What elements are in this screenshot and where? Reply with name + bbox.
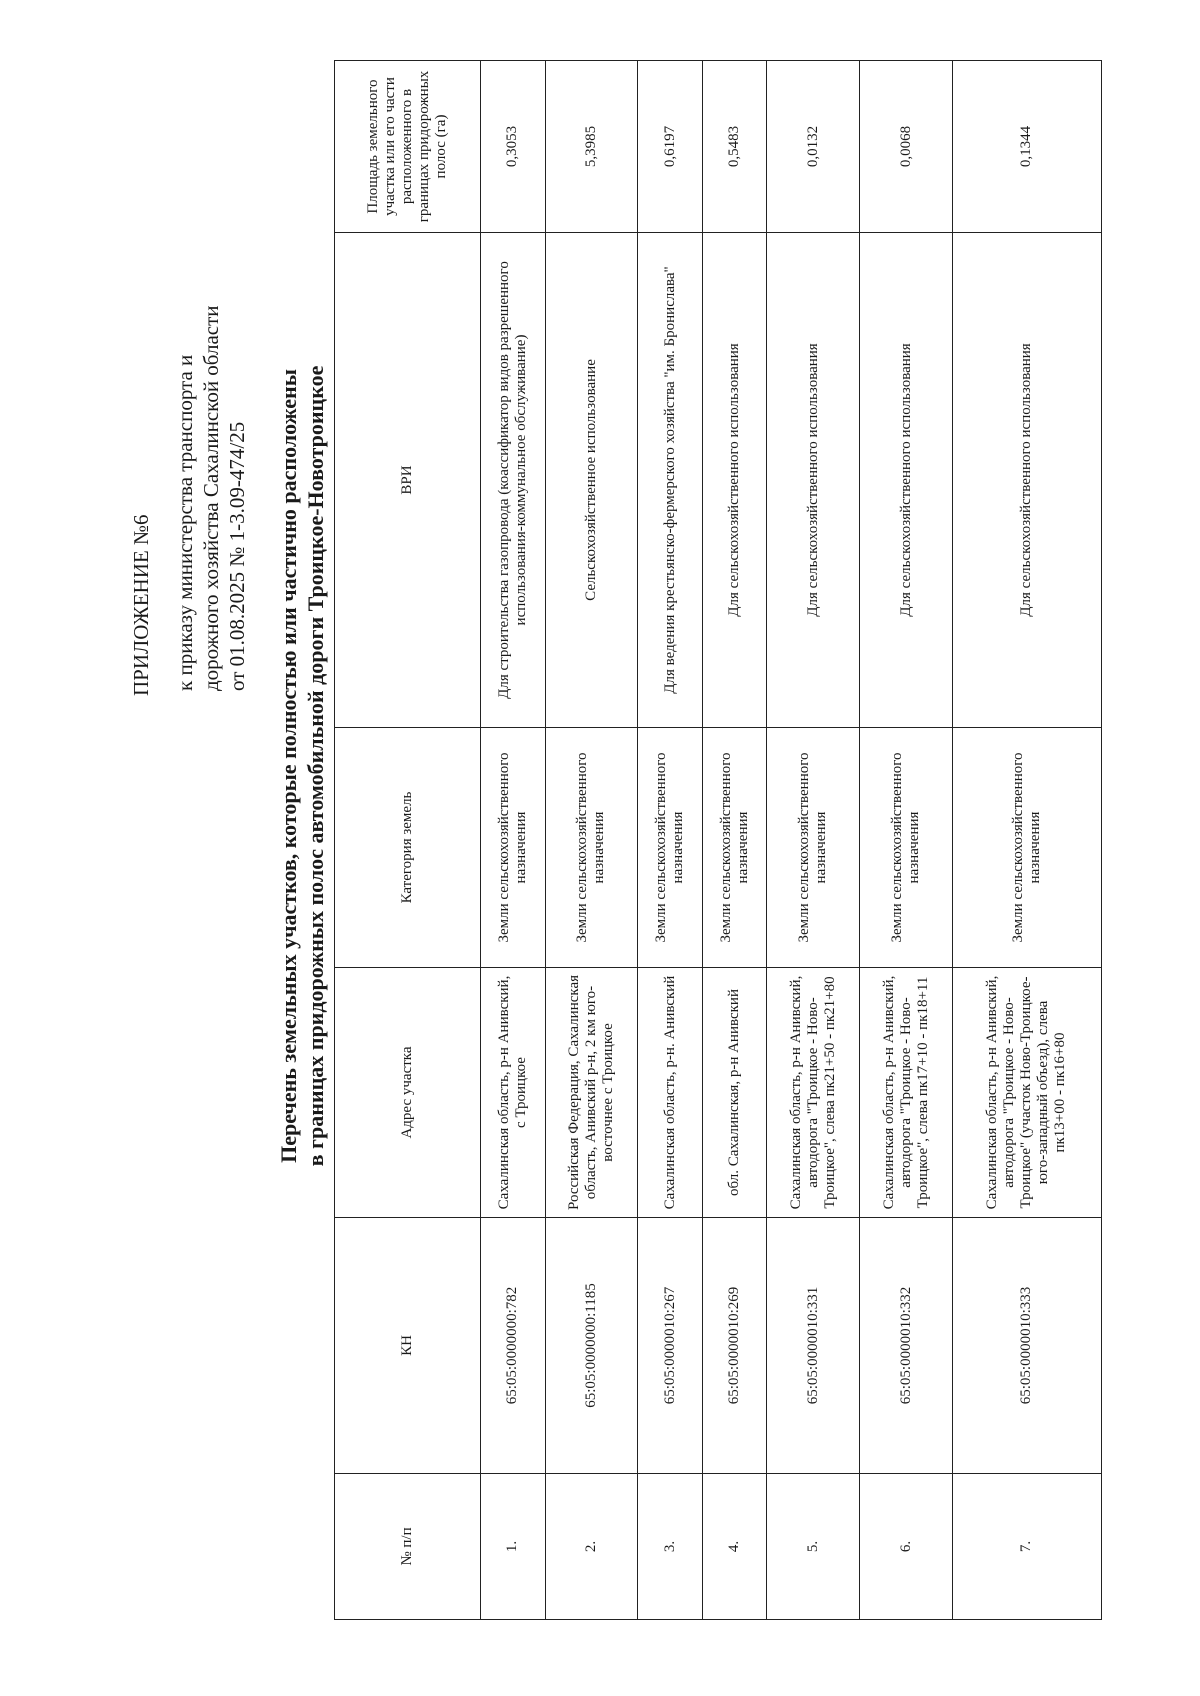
cell-address: Сахалинская область, р-н Анивский, автодорога "Троицкое - Ново-Троицкое", слева пк21+50 - пк21+80 bbox=[767, 968, 860, 1218]
cell-num: 2. bbox=[545, 1474, 638, 1620]
cell-num: 6. bbox=[860, 1474, 953, 1620]
cell-kn: 65:05:0000010:332 bbox=[860, 1218, 953, 1474]
cell-address: Сахалинская область, р-н Анивский, автодорога "Троицкое - Ново-Троицкое" (участок Ново-Троицкое-юго-западный объезд), слева пк13+00 - пк16+80 bbox=[952, 968, 1101, 1218]
table-row bbox=[767, 61, 860, 1620]
table-row bbox=[860, 61, 953, 1620]
cell-address: Сахалинская область, р-н Анивский, с Троицкое bbox=[481, 968, 546, 1218]
header-kn: КН bbox=[335, 1218, 481, 1474]
cell-kn: 65:05:0000000:782 bbox=[481, 1218, 546, 1474]
cell-category: Земли сельскохозяйственного назначения bbox=[545, 728, 638, 968]
appendix-line-3: от 01.08.2025 № 1-3.09-474/25 bbox=[225, 421, 249, 691]
table-header-row bbox=[335, 61, 481, 1620]
cell-area: 5,3985 bbox=[545, 61, 638, 233]
heading-line-2: в границах придорожных полос автомобильной дороги Троицкое-Новотроицкое bbox=[303, 365, 328, 1167]
cell-kn: 65:05:0000010:333 bbox=[952, 1218, 1101, 1474]
cell-area: 0,1344 bbox=[952, 61, 1101, 233]
cell-kn: 65:05:0000000:1185 bbox=[545, 1218, 638, 1474]
cell-kn: 65:05:0000010:269 bbox=[702, 1218, 767, 1474]
cell-area: 0,0068 bbox=[860, 61, 953, 233]
cell-address: Сахалинская область, р-н. Анивский bbox=[638, 968, 703, 1218]
cell-vri: Для сельскохозяйственного использования bbox=[860, 233, 953, 728]
table-row bbox=[545, 61, 638, 1620]
cell-category: Земли сельскохозяйственного назначения bbox=[702, 728, 767, 968]
cell-num: 7. bbox=[952, 1474, 1101, 1620]
cell-address: Сахалинская область, р-н Анивский, автодорога "Троицкое - Ново-Троицкое", слева пк17+10 - пк18+11 bbox=[860, 968, 953, 1218]
cell-address: обл. Сахалинская, р-н Анивский bbox=[702, 968, 767, 1218]
cell-num: 1. bbox=[481, 1474, 546, 1620]
header-num: № п/п bbox=[335, 1474, 481, 1620]
appendix-line-2: дорожного хозяйства Сахалинской области bbox=[199, 305, 223, 691]
cell-vri: Для сельскохозяйственного использования bbox=[767, 233, 860, 728]
header-address: Адрес участка bbox=[335, 968, 481, 1218]
cell-address: Российская Федерация, Сахалинская область, Анивский р-н, 2 км юго-восточнее с Троицкое bbox=[545, 968, 638, 1218]
table-row bbox=[638, 61, 703, 1620]
cell-category: Земли сельскохозяйственного назначения bbox=[952, 728, 1101, 968]
cell-category: Земли сельскохозяйственного назначения bbox=[638, 728, 703, 968]
cell-area: 0,5483 bbox=[702, 61, 767, 233]
cell-num: 3. bbox=[638, 1474, 703, 1620]
cell-kn: 65:05:0000010:331 bbox=[767, 1218, 860, 1474]
cell-area: 0,3053 bbox=[481, 61, 546, 233]
table-row bbox=[952, 61, 1101, 1620]
cell-num: 5. bbox=[767, 1474, 860, 1620]
table-row bbox=[702, 61, 767, 1620]
cell-vri: Сельскохозяйственное использование bbox=[545, 233, 638, 728]
cell-area: 0,0132 bbox=[767, 61, 860, 233]
land-plots-table bbox=[334, 60, 1102, 1620]
header-vri: ВРИ bbox=[335, 233, 481, 728]
header-area: Площадь земельного участка или его части расположенного в границах придорожных полос (га) bbox=[335, 61, 481, 233]
appendix-order-reference bbox=[172, 131, 250, 691]
cell-category: Земли сельскохозяйственного назначения bbox=[481, 728, 546, 968]
appendix-line-1: к приказу министерства транспорта и bbox=[173, 354, 197, 691]
cell-vri: Для сельскохозяйственного использования bbox=[952, 233, 1101, 728]
cell-category: Земли сельскохозяйственного назначения bbox=[860, 728, 953, 968]
table-row bbox=[481, 61, 546, 1620]
cell-num: 4. bbox=[702, 1474, 767, 1620]
cell-category: Земли сельскохозяйственного назначения bbox=[767, 728, 860, 968]
heading-line-1: Перечень земельных участков, которые полностью или частично расположены bbox=[276, 369, 301, 1163]
document-heading bbox=[275, 266, 329, 1266]
cell-area: 0,6197 bbox=[638, 61, 703, 233]
appendix-title: ПРИЛОЖЕНИЕ №6 bbox=[129, 514, 153, 696]
header-category: Категория земель bbox=[335, 728, 481, 968]
cell-vri: Для сельскохозяйственного использования bbox=[702, 233, 767, 728]
cell-kn: 65:05:0000010:267 bbox=[638, 1218, 703, 1474]
cell-vri: Для ведения крестьянско-фермерского хозяйства "им. Бронислава" bbox=[638, 233, 703, 728]
cell-vri: Для строительства газопровода (коассификатор видов разрешенного использования-коммунальное обслуживание) bbox=[481, 233, 546, 728]
